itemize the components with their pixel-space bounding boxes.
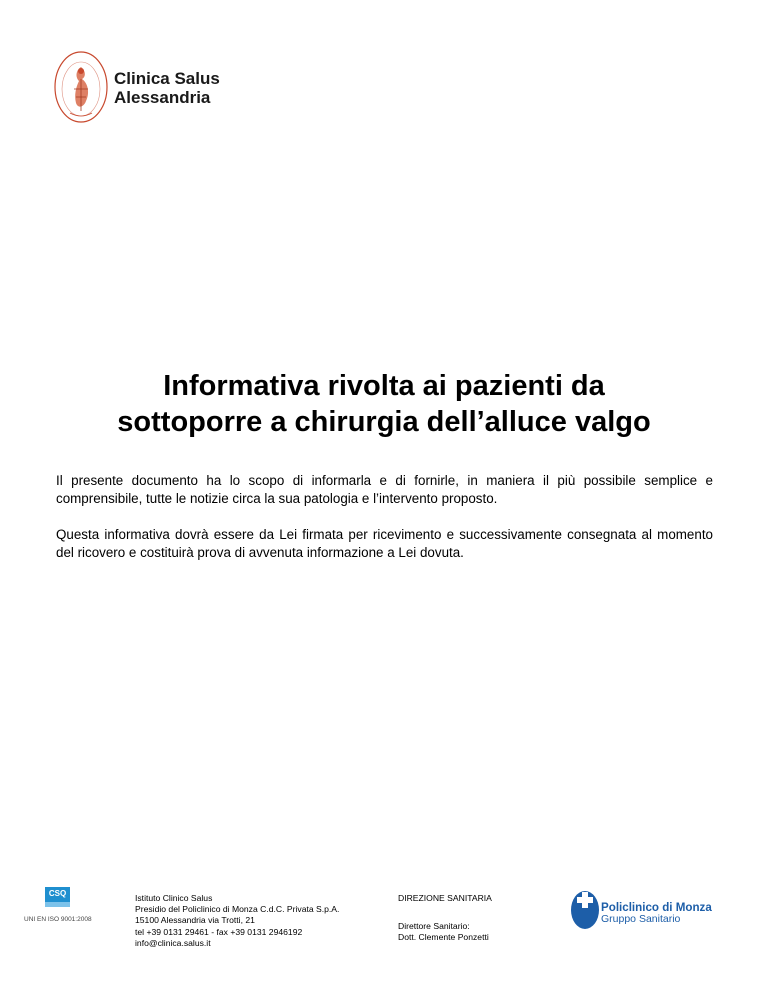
csq-badge-stripe bbox=[45, 902, 70, 907]
address-line: tel +39 0131 29461 - fax +39 0131 2946192 bbox=[135, 926, 303, 937]
clinic-name-line1: Clinica Salus bbox=[114, 69, 220, 88]
policlinico-cross-icon bbox=[570, 888, 600, 930]
address-email: info@clinica.salus.it bbox=[135, 937, 211, 948]
direzione-text: DIREZIONE SANITARIA bbox=[398, 893, 492, 903]
clinic-address-block bbox=[135, 893, 339, 949]
address-line: Presidio del Policlinico di Monza C.d.C. Privata S.p.A. bbox=[135, 904, 340, 915]
csq-badge bbox=[45, 887, 70, 907]
address-line: Istituto Clinico Salus bbox=[135, 893, 213, 903]
title-line1: Informativa rivolta ai pazienti da bbox=[163, 370, 605, 402]
signature-paragraph: Questa informativa dovrà essere da Lei firmata per ricevimento e successivamente consegnata al momento del ricovero e costituirà prova di avvenuta informazione a Lei dovuta. bbox=[56, 527, 713, 560]
clinic-name-line2: Alessandria bbox=[114, 88, 211, 107]
group-logo-subtitle: Gruppo Sanitario bbox=[601, 913, 681, 925]
group-logo-name: Policlinico di Monza bbox=[601, 901, 712, 914]
director-block bbox=[398, 921, 489, 943]
address-line: 15100 Alessandria via Trotti, 21 bbox=[135, 915, 255, 926]
director-role: Direttore Sanitario: bbox=[398, 921, 470, 931]
title-line2: sottoporre a chirurgia dell’alluce valgo bbox=[117, 406, 651, 438]
csq-badge-label: CSQ bbox=[48, 889, 67, 898]
clinic-name bbox=[114, 69, 220, 107]
direzione-label bbox=[398, 893, 492, 904]
group-logo bbox=[570, 885, 720, 935]
document-title bbox=[40, 368, 728, 440]
director-name: Dott. Clemente Ponzetti bbox=[398, 932, 489, 943]
clinic-logo bbox=[52, 49, 252, 125]
intro-paragraph: Il presente documento ha lo scopo di informarla e di fornirle, in maniera il più possibile semplice e comprensibile, tutte le notizie circa la sua patologia e l’intervento proposto. bbox=[56, 473, 713, 506]
iso-standard-label: UNI EN ISO 9001:2008 bbox=[24, 916, 92, 923]
clinic-seal-icon bbox=[52, 49, 110, 125]
